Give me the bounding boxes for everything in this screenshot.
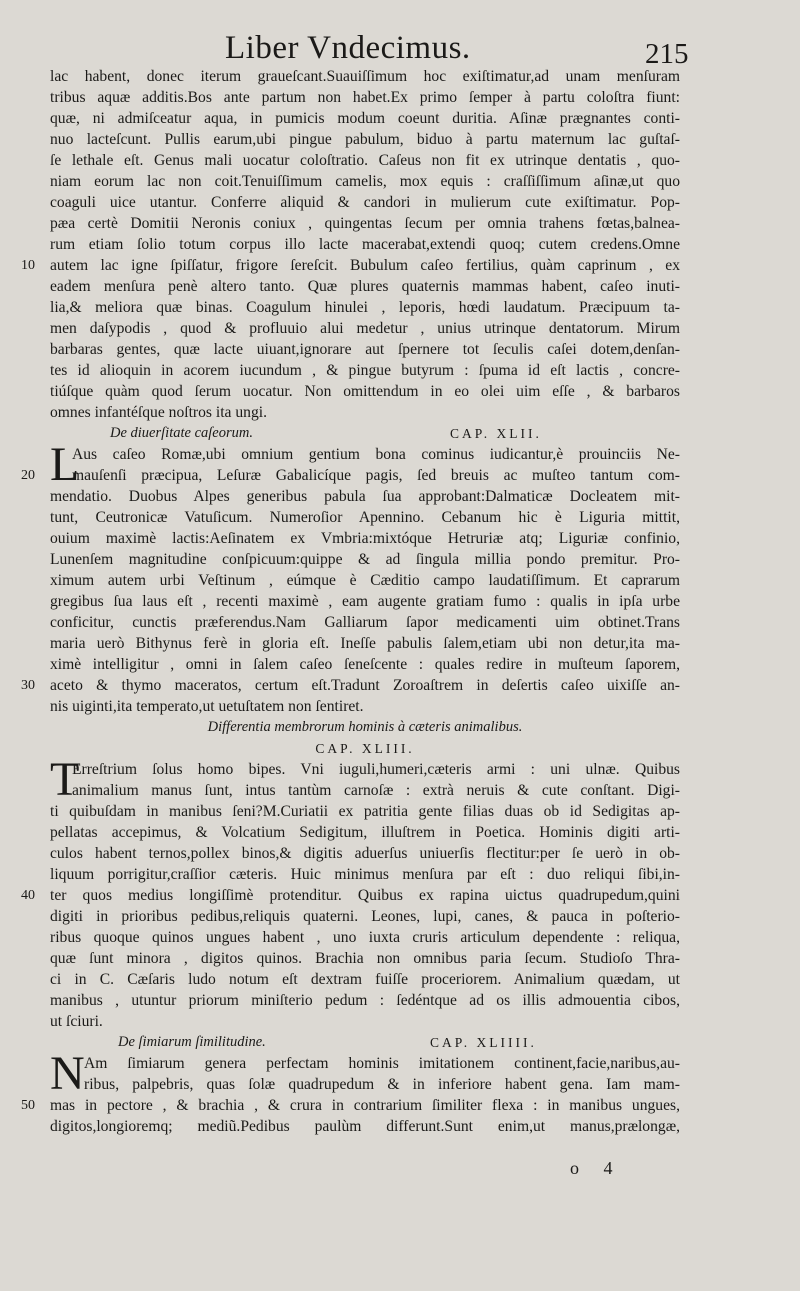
text-line: ribus, palpebris, quas ſolæ quadrupedum & in inferiore habent gena. Iam mam-: [84, 1076, 680, 1093]
text-line: animalium manus ſunt, intus tantùm carnoſæ : extrà neruis & cute conſtant. Digi-: [72, 782, 680, 799]
text-line: quæ, ni admiſceatur aqua, in pumicis modum coeunt duritia. Aſinæ prægnantes conti-: [50, 110, 680, 127]
line-number: 20: [21, 468, 35, 483]
text-line: ribus quoque quinos ungues habent , uno iuxta cruris articulum dependente : reliqua,: [50, 929, 680, 946]
text-line: pellatas accepimus, & Volcatium Sedigitum, illuſtrem in Poetica. Hominis digiti arti-: [50, 824, 680, 841]
text-line: [21, 885, 680, 906]
line-number: 40: [21, 888, 35, 903]
text-line: [21, 255, 680, 276]
text-line: ti quibuſdam in manibus ſeni?M.Curiatii ex patritia gente filias duas ob id Sedigitas ap-: [50, 803, 680, 820]
text-line: ouium maximè lactis:Aeſinatem ex Vmbria:mixtóque Hetruriæ atq; Liguriæ confinio,: [50, 530, 680, 547]
text-line: Lunenſem magnitudine conſpicuum:quippe & ad ſingula millia pondo premitur. Pro-: [50, 551, 680, 568]
text-line: coaguli uice utantur. Conferre aliquid & candori in mulierum cute exiſtimatur. Pop-: [50, 194, 680, 211]
text-line: manibus , utuntur priorum miniſterio pedum : ſedéntque ad os illis admouentia cibos,: [50, 992, 680, 1009]
text-line: [21, 1095, 680, 1116]
drop-initial: L: [50, 438, 80, 491]
text-line: rum etiam ſolio totum corpus illo lacte macerabat,extendi quoq; cutem credens.Omne: [50, 236, 680, 253]
text-line: tribus aquæ additis.Bos ante partum non habet.Ex primo ſemper à partu coloſtra fiunt:: [50, 89, 680, 106]
text-line: eadem menſura penè altero tanto. Quæ plures quaternis mammas habent, caſeo inuti-: [50, 278, 680, 295]
text-line: Am ſimiarum genera perfectam hominis imitationem continent,facie,naribus,au-: [84, 1055, 680, 1072]
text-line: mendatio. Duobus Alpes generibus pabula ſua approbant:Dalmaticæ Docleatem mit-: [50, 488, 680, 505]
text-line: ſe lethale eſt. Genus mali uocatur coloſtratio. Caſeus non fit ex utrinque dentatis , quo-: [50, 152, 680, 169]
signature-mark: o 4: [570, 1158, 623, 1178]
line-text: aceto & thymo maceratos, certum eſt.Tradunt Zoroaſtrem in deſertis caſeo uixiſſe an-: [50, 677, 680, 694]
page-header: [0, 30, 800, 70]
text-line: tes id alioquin in acorem iucundum , & pingue butyrum : ſpuma id eſt lactis , concre-: [50, 362, 680, 379]
text-line: liquum porrigitur,craſſior cæteris. Huic minimus menſura par eſt : duo reliqui ſibi,in-: [50, 866, 680, 883]
text-block: [21, 66, 680, 1137]
chapter-number: CAP. XLII.: [450, 426, 542, 441]
text-line: Erreſtrium ſolus homo bipes. Vni iuguli,humeri,cæteris armi : uni ulnæ. Quibus: [72, 761, 680, 778]
text-line: gregibus ſua laus eſt , recenti maximè , eam augente gratiam fumo : qualis in ipſa urbe: [50, 593, 680, 610]
text-line: maria uerò Bithynus ferè in gloria eſt. Ineſſe pabulis ſalem,etiam ubi non detur,ita ma-: [50, 635, 680, 652]
line-text: autem lac igne ſpiſſatur, frigore ſereſcit. Bubulum caſeo fertilius, quàm caprinum , ex: [50, 257, 680, 274]
text-line: [21, 675, 680, 696]
text-line: digiti in prioribus pedibus,reliquis quaterni. Leones, lupi, canes, & pauca in poſterio-: [50, 908, 680, 925]
text-line: lia,& meliora quæ binas. Coagulum hinulei , leporis, hœdi laudatum. Præcipuum ta-: [50, 299, 680, 316]
text-line: niam eorum lac non coit.Tenuiſſimum camelis, mox equis : craſſiſſimum aſinæ,ut quo: [50, 173, 680, 190]
text-line: ximum autem urbi Veſtinum , eúmque è Cæditio campo laudatiſſimum. Et caprarum: [50, 572, 680, 589]
drop-initial: T: [50, 753, 80, 806]
section-title: Differentia membrorum hominis à cæteris animalibus.: [207, 719, 523, 735]
paragraph: [21, 1047, 680, 1137]
text-line: tiúſque quàm quod ſerum uocatur. Non omittendum in eo olei uim eſſe , & barbaros: [50, 383, 680, 400]
drop-initial: N: [50, 1047, 85, 1100]
page-number: 215: [645, 38, 689, 70]
text-line: nis uiginti,ita temperato,ut uetuſtatem non ſentiret.: [50, 698, 364, 715]
line-number: 30: [21, 678, 35, 693]
line-number: 10: [21, 258, 35, 273]
text-line: lac habent, donec iterum graueſcant.Suauiſſimum hoc exiſtimatur,ad unam menſuram: [50, 68, 680, 85]
text-line: Aus caſeo Romæ,ubi omnium gentium bona cominus iudicantur,è prouinciis Ne-: [72, 446, 680, 463]
line-text: mas in pectore , & brachia , & crura in contrarium ſimiliter flexa : in manibus ungues,: [50, 1097, 680, 1114]
text-line: ci in C. Cæſaris ludo notum eſt dextram fuiſſe proceriorem. Animalium quædam, ut: [50, 971, 680, 988]
text-line: omnes infantéſque noſtros ita ungi.: [50, 404, 267, 421]
section-title: De ſimiarum ſimilitudine.: [118, 1034, 266, 1050]
text-line: men daſypodis , quod & profluuio alui medetur , unius utrinque dentatorum. Mirum: [50, 320, 680, 337]
text-line: barbaras gentes, quæ lacte uiuant,ignorare aut ſpernere tot ſeculis caſei dotem,denſan-: [50, 341, 680, 358]
section-title: De diuerſitate caſeorum.: [110, 425, 253, 441]
text-line: tunt, Ceutronicæ Vatuſicum. Numeroſior Apennino. Cebanum hic è Liguria mittit,: [50, 509, 680, 526]
text-line: digitos,longioremq; mediũ.Pedibus paulùm differunt.Sunt enim,ut manus,prælongæ,: [50, 1118, 680, 1135]
section-heading: [50, 423, 680, 444]
line-text: mauſenſi præcipua, Leſuræ Gabalicíque pagis, ſed breuis ac muſteo tantum com-: [72, 467, 680, 484]
paragraph: [21, 438, 680, 717]
text-line: culos habent ternos,pollex binos,& digitis aduerſus uniuerſis flectitur:per ſe uerò in ob-: [50, 845, 680, 862]
text-line: conficitur, cunctis præferendus.Nam Galliarum ſapor medicamenti uim obtinet.Trans: [50, 614, 680, 631]
chapter-number: CAP. XLIII.: [315, 741, 415, 756]
text-line: ut ſciuri.: [50, 1013, 103, 1030]
paragraph: [21, 753, 680, 1032]
running-title: Liber Vndecimus.: [225, 30, 471, 66]
text-line: quæ ſunt minora , digitos quinos. Brachia non omnibus paria ſecum. Studioſo Thra-: [50, 950, 680, 967]
text-line: nuo lacteſcunt. Pullis earum,ubi pingue pabulum, biduo à partu maternum lac guſtaſ-: [50, 131, 680, 148]
text-line: [21, 465, 680, 486]
section-heading: [50, 1032, 680, 1053]
text-line: ximè intelligitur , omni in ſalem caſeo ſeneſcente : quales redire in muſteum ſaporem,: [50, 656, 680, 673]
line-text: ter quos medius longiſſimè protenditur. Quibus ex rapina uictus quadrupedum,quini: [50, 887, 680, 904]
chapter-number: CAP. XLIIII.: [430, 1035, 537, 1050]
line-number: 50: [21, 1098, 35, 1113]
text-line: pæa certè Domitii Neronis coniux , quingentas ſecum per omnia trahens fœtas,balnea-: [50, 215, 680, 232]
